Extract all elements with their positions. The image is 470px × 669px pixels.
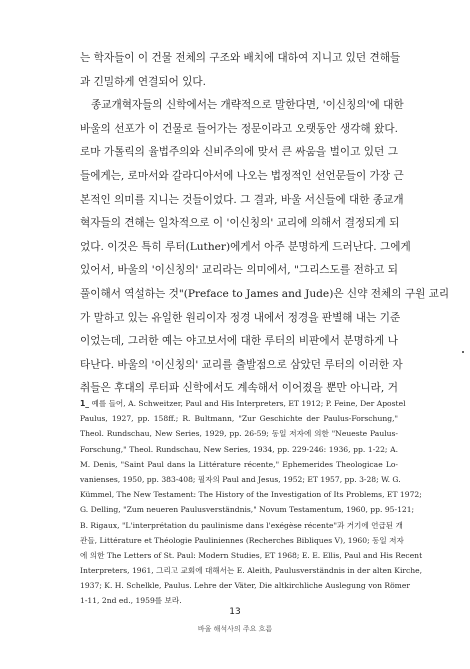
- footnote-line: M. Denis, "Saint Paul dans la Littérature récente," Ephemerides Theologicae Lo-: [80, 459, 398, 469]
- page-number: 13: [229, 607, 241, 617]
- body-line: 종교개혁자들의 신학에서는 개략적으로 말한다면, '이신칭의'에 대한: [91, 99, 404, 112]
- footnote-marker: 1_: [80, 399, 90, 408]
- footnote-line: 1937; K. H. Schelkle, Paulus. Lehre der Väter, Die altkirchliche Auslegung von Römer: [80, 581, 410, 591]
- footnote-line: Kümmel, The New Testament: The History of the Investigation of Its Problems, ET 1972;: [80, 490, 422, 500]
- footnote-line: 1-11, 2nd ed., 1959를 보라.: [80, 596, 182, 606]
- footnote-line: Theol. Rundschau, New Series, 1929, pp. 26-59; 동일 저자에 의한 "Neueste Paulus-: [80, 429, 398, 439]
- footnote-line: Forschung," Theol. Rundschau, New Series, 1934, pp. 229-246: 1936, pp. 1-22; A.: [80, 444, 398, 454]
- footnote-line: 관들, Littérature et Théologie Pauliniennes (Recherches Bibliques V), 1960; 동일 저자: [80, 535, 404, 545]
- body-line: 타난다. 바울의 '이신칭의' 교리를 출발점으로 삼았던 루터의 이러한 자: [80, 358, 403, 371]
- footnote-line: G. Delling, "Zum neueren Paulusverständnis," Novum Testamentum, 1960, pp. 95-121;: [80, 505, 415, 515]
- body-line: 었다. 이것은 특히 루터(Luther)에게서 아주 분명하게 드러난다. 그에게: [80, 240, 411, 253]
- main-text: [80, 47, 450, 401]
- running-title: 바울 해석사의 주요 흐름: [197, 625, 273, 633]
- body-line: 풀이해서 역설하는 것"(Preface to James and Jude)은 신약 전체의 구원 교리: [80, 287, 450, 300]
- footnote-line: 에 의한 The Letters of St. Paul: Modern Studies, ET 1968; E. E. Ellis, Paul and His Recent: [80, 550, 423, 560]
- body-line: 과 긴밀하게 연결되어 있다.: [80, 75, 207, 88]
- body-line: 바울의 선포가 이 건물로 들어가는 정문이라고 오랫동안 생각해 왔다.: [80, 122, 398, 135]
- body-line: 들에게는, 로마서와 갈라디아서에 나오는 법정적인 선언문들이 가장 근: [80, 169, 404, 182]
- body-line: 혁자들의 견해는 일차적으로 이 '이신칭의' 교리에 의해서 결정되게 되: [80, 217, 400, 230]
- body-line: 있어서, 바울의 '이신칭의' 교리라는 의미에서, "그리스도를 전하고 되: [80, 264, 398, 277]
- body-line: 가 말하고 있는 유일한 원리이자 정경 내에서 정경을 판별해 내는 기준: [80, 311, 401, 324]
- body-line: 본적인 의미를 지니는 것들이었다. 그 결과, 바울 서신들에 대한 종교개: [80, 193, 404, 206]
- footnote: [80, 396, 423, 609]
- footnote-text: 예를 들어, A. Schweitzer, Paul and His Interpreters, ET 1912; P. Feine, Der Apostel: [91, 399, 406, 408]
- footnote-line: [80, 396, 406, 411]
- body-line: 이었는데, 그러한 예는 야고보서에 대한 루터의 비판에서 분명하게 나: [80, 335, 398, 348]
- footnote-line: Paulus, 1927, pp. 158ff.; R. Bultmann, "Zur Geschichte der Paulus-Forschung,": [80, 414, 398, 424]
- margin-dot: [462, 351, 464, 353]
- body-line: 취들은 후대의 루터파 신학에서도 계속해서 이어졌을 뿐만 아니라, 거: [80, 382, 398, 395]
- footnote-line: vanienses, 1950, pp. 383-408; 필자의 Paul and Jesus, 1952; ET 1957, pp. 3-28; W. G.: [80, 474, 401, 484]
- footnote-line: Interpreters, 1961, 그리고 교회에 대해서는 E. Aleith, Paulusverständnis in der alten Kirche,: [80, 566, 423, 576]
- body-line: 는 학자들이 이 건물 전체의 구조와 배치에 대하여 지니고 있던 견해들: [80, 52, 401, 64]
- footnote-line: B. Rigaux, "L'interprétation du paulinisme dans l'exégèse récente"과 거기에 언급된 개: [80, 520, 403, 530]
- body-line: 로마 가톨릭의 율법주의와 신비주의에 맞서 큰 싸움을 벌이고 있던 그: [80, 146, 398, 159]
